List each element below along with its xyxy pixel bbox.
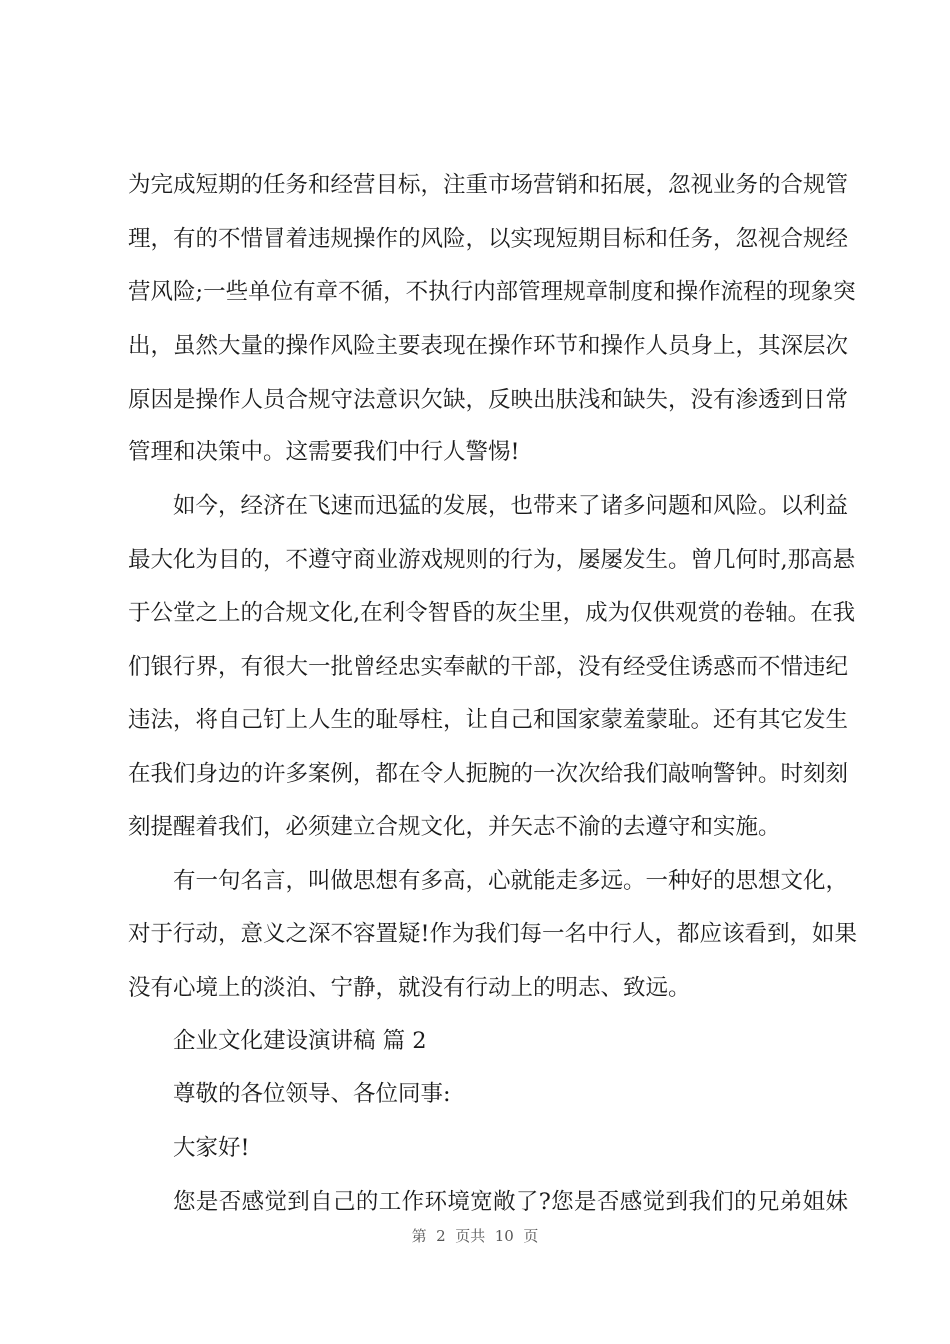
body-text-line: 们银行界，有很大一批曾经忠实奉献的干部，没有经受住诱惑而不惜违纪	[128, 654, 849, 680]
body-text-line: 刻提醒着我们，必须建立合规文化，并矢志不渝的去遵守和实施。	[128, 814, 781, 840]
body-text-line: 如今，经济在飞速而迅猛的发展，也带来了诸多问题和风险。以利益	[173, 493, 849, 519]
body-text-line: 您是否感觉到自己的工作环境宽敞了?您是否感觉到我们的兄弟姐妹	[173, 1189, 848, 1215]
section-heading: 企业文化建设演讲稿 篇 2	[173, 1028, 427, 1054]
body-text-line: 为完成短期的任务和经营目标，注重市场营销和拓展，忽视业务的合规管	[128, 172, 849, 198]
body-text-line: 理，有的不惜冒着违规操作的风险，以实现短期目标和任务，忽视合规经	[128, 226, 849, 252]
body-text-line: 对于行动，意义之深不容置疑!作为我们每一名中行人，都应该看到，如果	[128, 921, 858, 947]
body-text-line: 在我们身边的许多案例，都在令人扼腕的一次次给我们敲响警钟。时刻刻	[128, 761, 849, 787]
body-text-line: 有一句名言，叫做思想有多高，心就能走多远。一种好的思想文化，	[173, 868, 849, 894]
body-text-line: 最大化为目的，不遵守商业游戏规则的行为，屡屡发生。曾几何时,那高悬	[128, 547, 856, 573]
body-text-line: 没有心境上的淡泊、宁静，就没有行动上的明志、致远。	[128, 975, 691, 1001]
body-text-line: 管理和决策中。这需要我们中行人警惕!	[128, 439, 520, 465]
body-text-line: 出，虽然大量的操作风险主要表现在操作环节和操作人员身上，其深层次	[128, 333, 849, 359]
greeting: 大家好!	[173, 1135, 250, 1161]
body-text-line: 于公堂之上的合规文化,在利令智昏的灰尘里，成为仅供观赏的卷轴。在我	[128, 600, 856, 626]
body-text-line: 违法，将自己钉上人生的耻辱柱，让自己和国家蒙羞蒙耻。还有其它发生	[128, 707, 849, 733]
body-text-line: 营风险;一些单位有章不循，不执行内部管理规章制度和操作流程的现象突	[128, 279, 856, 305]
body-text-line: 原因是操作人员合规守法意识欠缺，反映出肤浅和缺失，没有渗透到日常	[128, 387, 849, 413]
page-footer: 第 2 页共 10 页	[411, 1227, 539, 1245]
salutation: 尊敬的各位领导、各位同事:	[173, 1081, 451, 1107]
